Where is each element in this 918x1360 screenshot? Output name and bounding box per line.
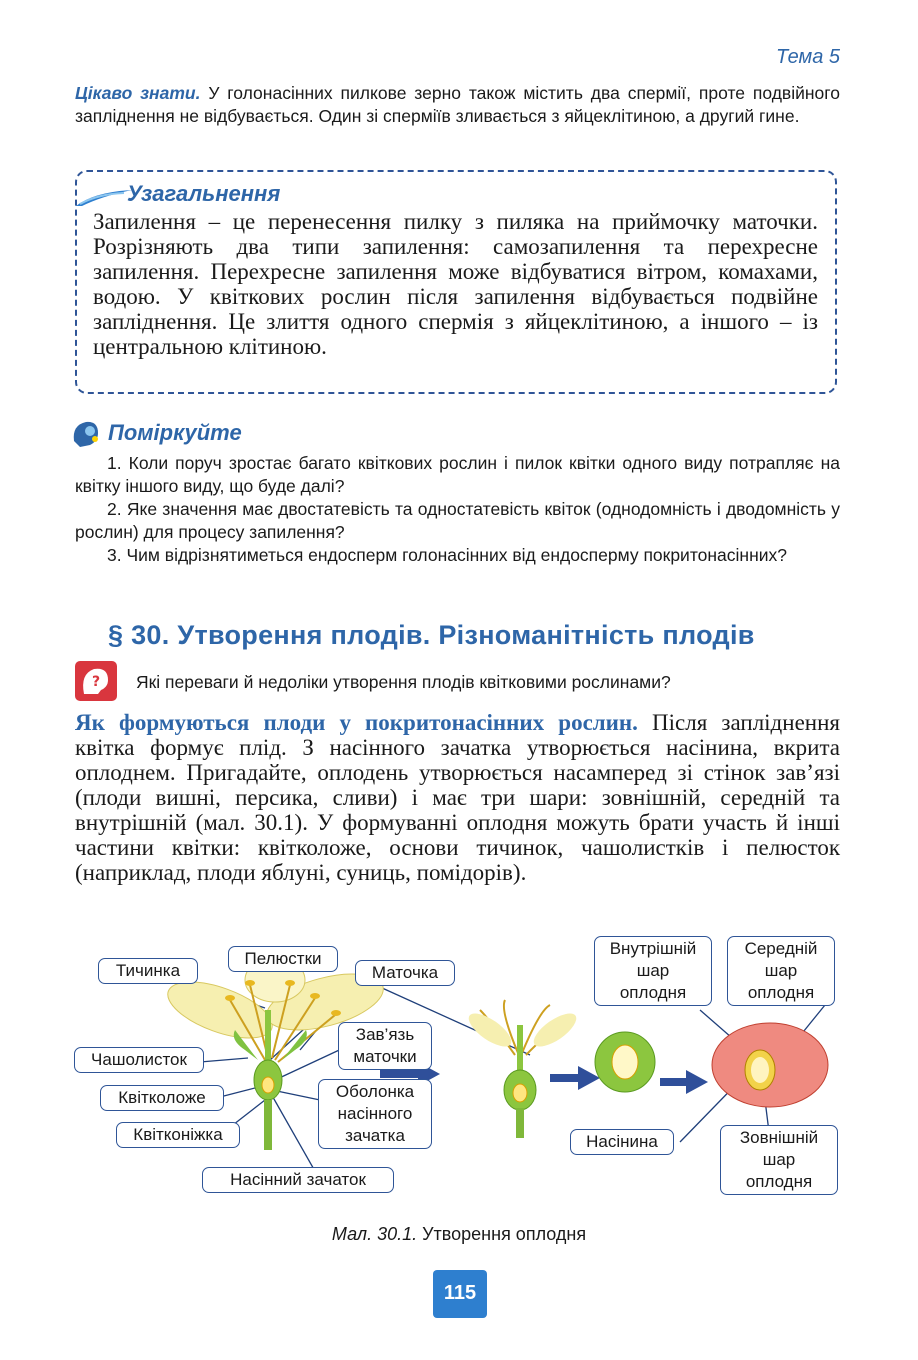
label-ovule-coat: Оболонка насінного зачатка — [318, 1079, 432, 1149]
flower-after-fertilization — [464, 1000, 581, 1138]
caption-text: Утворення оплодня — [417, 1224, 587, 1244]
label-petals: Пелюстки — [228, 946, 338, 972]
theme-label: Тема 5 — [776, 46, 840, 68]
label-sepal: Чашолисток — [74, 1047, 204, 1073]
svg-text:?: ? — [92, 674, 101, 690]
mature-fruit — [712, 1023, 828, 1107]
section-title: § 30. Утворення плодів. Різноманітність плодів — [108, 620, 755, 650]
page-number: 115 — [433, 1270, 487, 1318]
label-receptacle: Квітколоже — [100, 1085, 224, 1111]
thinking-head-icon — [70, 419, 102, 449]
question-1: 1. Коли поруч зростає багато квіткових рослин і пилок квітки одного виду потрапляє на квітку іншого виду, що буде далі? — [75, 453, 840, 496]
label-seed: Насінина — [570, 1129, 674, 1155]
paragraph-lead: Як формуються плоди у покритонасінних рослин. — [75, 710, 638, 735]
label-ovule: Насінний зачаток — [202, 1167, 394, 1193]
section-question: Які переваги й недоліки утворення плодів квітковими рослинами? — [136, 672, 671, 692]
fact-text: У голонасінних пилкове зерно також містить два спермії, проте подвійного запліднення не відбувається. Один зі сперміїв зливається з яйцеклітиною, а другий гине. — [75, 83, 840, 126]
young-fruit — [595, 1032, 655, 1092]
summary-text: Запилення – це перенесення пилку з пиляка на приймочку маточки. Розрізняють два типи запилення: самозапилення та перехресне запилення. Перехресне запилення може відбуватися вітром, комахами, водою. У квіткових рослин після запилення відбувається подвійне запліднення. Це злиття одного спермія з яйцеклітиною, а іншого – із центральною клітиною. — [93, 209, 818, 359]
swoosh-icon — [74, 186, 134, 208]
caption-number: Мал. 30.1. — [331, 1224, 418, 1244]
label-inner-layer: Внутрішній шар оплодня — [594, 936, 712, 1006]
fact-label: Цікаво знати. — [75, 83, 201, 103]
figure-caption — [0, 1224, 918, 1245]
question-3: 3. Чим відрізнятиметься ендосперм голонасінних від ендосперму покритонасінних? — [107, 545, 788, 565]
label-pistil: Маточка — [355, 960, 455, 986]
label-middle-layer: Середній шар оплодня — [727, 936, 835, 1006]
think-title: Поміркуйте — [108, 420, 242, 445]
questions-list — [75, 452, 840, 567]
label-ovary: Зав’язь маточки — [338, 1022, 432, 1070]
interesting-fact — [75, 82, 840, 128]
label-stamen: Тичинка — [98, 958, 198, 984]
main-paragraph — [75, 710, 840, 885]
summary-title: Узагальнення — [127, 181, 281, 206]
question-head-icon — [74, 660, 118, 702]
paragraph-text: Після запліднення квітка формує плід. З насінного зачатка утворюється насінина, вкрита оплоднем. Пригадайте, оплодень утворюється насамперед зі стінок зав’язі (плоди вишні, персика, сливи) і має три шари: зовнішній, середній та внутрішній (мал. 30.1). У формуванні оплодня можуть брати участь й інші частини квітки: квітколоже, основи тичинок, чашолистків і пелюсток (наприклад, плоди яблуні, суниць, помідорів). — [75, 710, 840, 885]
label-pedicel: Квітконіжка — [116, 1122, 240, 1148]
question-2: 2. Яке значення має двостатевість та одностатевість квіток (однодомність і дводомність у рослин) для процесу запилення? — [75, 499, 840, 542]
label-outer-layer: Зовнішній шар оплодня — [720, 1125, 838, 1195]
